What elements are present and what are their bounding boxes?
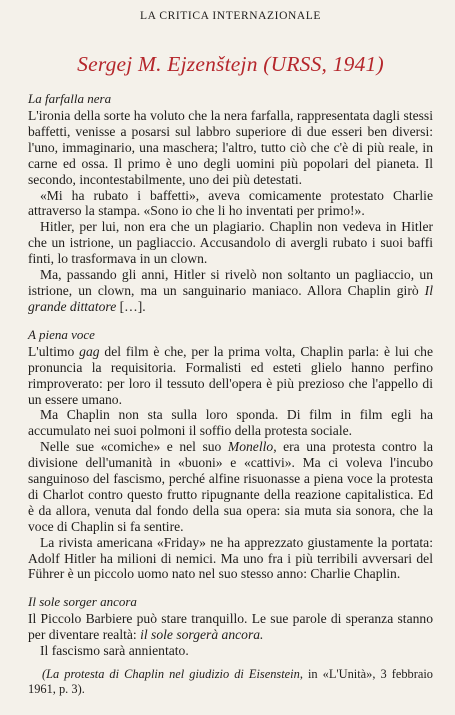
- text-run: Il Piccolo Barbiere può stare tranquillo. Le sue parole di speranza stanno per diventare realtà:: [28, 611, 433, 643]
- text-run: L'ultimo: [28, 343, 75, 359]
- emphasis: gag: [79, 343, 100, 359]
- paragraph: Ma Chaplin non sta sulla loro sponda. Di film in film egli ha accumulato nei suoi polmoni il soffio della protesta sociale.: [28, 407, 433, 439]
- paragraph: L'ironia della sorte ha voluto che la nera farfalla, rappresentata dagli stessi baffetti, venisse a posarsi sul labbro superiore di due esseri ben diversi: l'uno, immaginario, una maschera; l'altro, tutto ciò che c'è di più reale, in carne ed ossa. Il primo è uno degli uomini più popolari del pianeta. Il secondo, incontestabilmente, uno dei più detestati.: [28, 108, 433, 187]
- paragraph: «Mi ha rubato i baffetti», aveva comicamente protestato Charlie attraverso la stampa. «Sono io che li ho inventati per primo!».: [28, 187, 433, 219]
- paragraph: Il fascismo sarà annientato.: [40, 643, 189, 659]
- section-il-sole-sorger-ancora: [28, 594, 433, 659]
- paragraph: [28, 344, 433, 408]
- section-heading: La farfalla nera: [28, 91, 112, 106]
- paragraph: La rivista americana «Friday» ne ha apprezzato giustamente la portata: Adolf Hitler ha milioni di nemici. Ma uno fra i più terribili avversari del Führer è un piccolo uomo nato nel suo stesso anno: Charlie Chaplin.: [28, 534, 433, 582]
- source-citation: [28, 667, 433, 697]
- section-heading: Il sole sorger ancora: [28, 594, 137, 610]
- chapter-title: Sergej M. Ejzenštejn (URSS, 1941): [77, 52, 384, 76]
- text-run: […].: [119, 298, 146, 314]
- emphasis: il sole sorgerà ancora.: [140, 627, 264, 643]
- text-run: del film è che, per la prima volta, Chaplin parla: è lui che pronuncia la requisitoria. Formalisti ed esteti glielo hanno perfino rimproverato: per loro il tessuto dell'opera è più prezioso che l'appello di un essere umano.: [28, 343, 434, 407]
- section-a-piena-voce: [28, 327, 433, 583]
- film-title: Il grande dittatore: [28, 282, 433, 314]
- film-title: Monello: [227, 439, 274, 455]
- paragraph: [28, 611, 433, 643]
- source-italic: (La protesta di Chaplin nel giudizio di Eisenstein: [42, 667, 300, 682]
- section-la-farfalla-nera: [28, 91, 433, 315]
- text-run: , era una protesta contro la divisione dell'umanità in «buoni» e «cattivi». Ma ci voleva l'incubo sanguinoso del fascismo, perché alfine risuonasse a piena voce la protesta di Charlot contro questo frutto ripugnante della reazione capitalistica. Ed è da allora, venuta dal fondo della sua opera: sia muta sia sonora, che la voce di Chaplin si fa sentire.: [28, 439, 433, 534]
- source-rest: , in «L'Unità», 3 febbraio 1961, p. 3).: [28, 667, 433, 697]
- running-head: LA CRITICA INTERNAZIONALE: [139, 10, 322, 22]
- text-run: Nelle sue «comiche» e nel suo: [40, 439, 222, 455]
- paragraph: [28, 267, 433, 315]
- section-heading: A piena voce: [28, 326, 95, 342]
- paragraph: Hitler, per lui, non era che un plagiario. Chaplin non vedeva in Hitler che un istrione, un pagliaccio. Accusandolo di avergli rubato i suoi baffi finti, lo trasformava in un clown.: [28, 219, 433, 267]
- text-run: Ma, passando gli anni, Hitler si rivelò non soltanto un pagliaccio, un istrione, un clown, ma un sanguinario maniaco. Allora Chaplin girò: [28, 267, 433, 298]
- paragraph: [28, 439, 433, 534]
